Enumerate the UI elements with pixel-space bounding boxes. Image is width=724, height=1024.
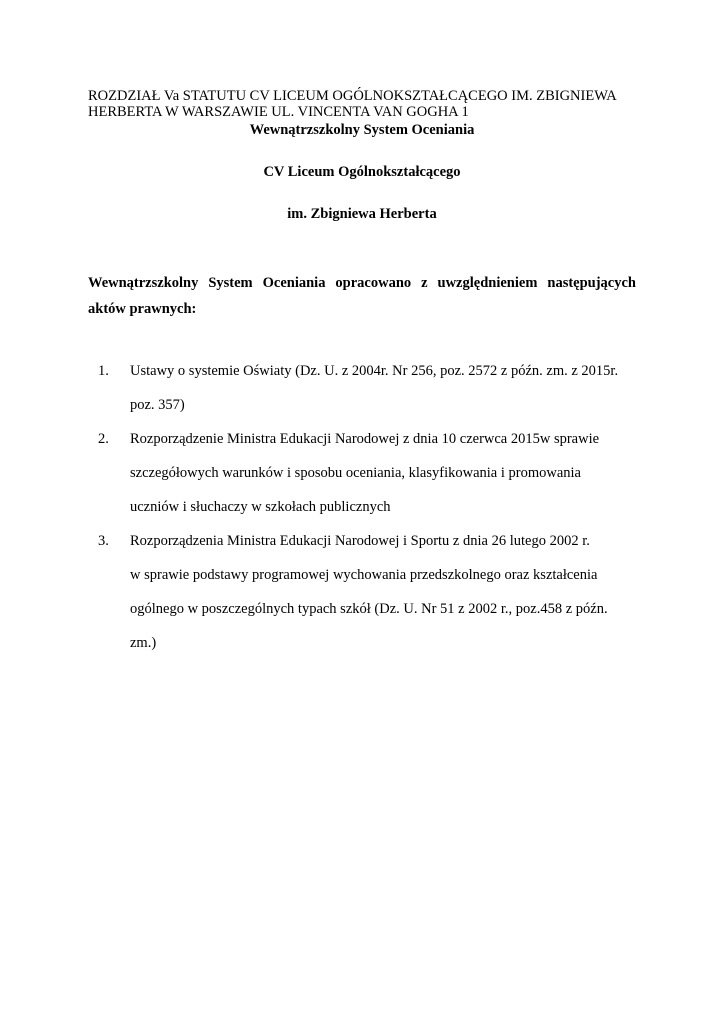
document-subtitle: Wewnątrzszkolny System Oceniania bbox=[249, 122, 475, 138]
intro-paragraph bbox=[88, 270, 636, 322]
legal-act-text-line: zm.) bbox=[130, 635, 157, 651]
legal-acts-list bbox=[88, 354, 648, 660]
legal-act-item bbox=[88, 354, 648, 422]
intro-line: aktów prawnych: bbox=[88, 301, 197, 317]
intro-line: Wewnątrzszkolny System Oceniania opracowano z uwzględnieniem następujących bbox=[88, 275, 636, 291]
legal-act-text-line: Ustawy o systemie Oświaty (Dz. U. z 2004r. Nr 256, poz. 2572 z późn. zm. z 2015r. bbox=[130, 363, 619, 379]
legal-act-item bbox=[88, 422, 648, 524]
legal-act-text-line: ogólnego w poszczególnych typach szkół (Dz. U. Nr 51 z 2002 r., poz.458 z późn. bbox=[130, 601, 608, 617]
legal-act-text-line: w sprawie podstawy programowej wychowania przedszkolnego oraz kształcenia bbox=[130, 567, 598, 583]
legal-act-text-line: szczegółowych warunków i sposobu oceniania, klasyfikowania i promowania bbox=[130, 465, 581, 481]
legal-act-text-line: Rozporządzenie Ministra Edukacji Narodowej z dnia 10 czerwca 2015w sprawie bbox=[130, 431, 600, 447]
list-number: 2. bbox=[98, 431, 109, 447]
legal-act-text-line: uczniów i słuchaczy w szkołach publicznych bbox=[130, 499, 391, 515]
school-patron: im. Zbigniewa Herberta bbox=[287, 206, 437, 222]
chapter-header: ROZDZIAŁ Va STATUTU CV LICEUM OGÓLNOKSZTAŁCĄCEGO IM. ZBIGNIEWA HERBERTA W WARSZAWIE UL. VINCENTA VAN GOGHA 1 bbox=[88, 88, 616, 120]
list-number: 3. bbox=[98, 533, 109, 549]
legal-act-item bbox=[88, 524, 648, 660]
school-name: CV Liceum Ogólnokształcącego bbox=[263, 164, 461, 180]
legal-act-text-line: poz. 357) bbox=[130, 397, 185, 413]
list-number: 1. bbox=[98, 363, 109, 379]
legal-act-text-line: Rozporządzenia Ministra Edukacji Narodowej i Sportu z dnia 26 lutego 2002 r. bbox=[130, 533, 590, 549]
